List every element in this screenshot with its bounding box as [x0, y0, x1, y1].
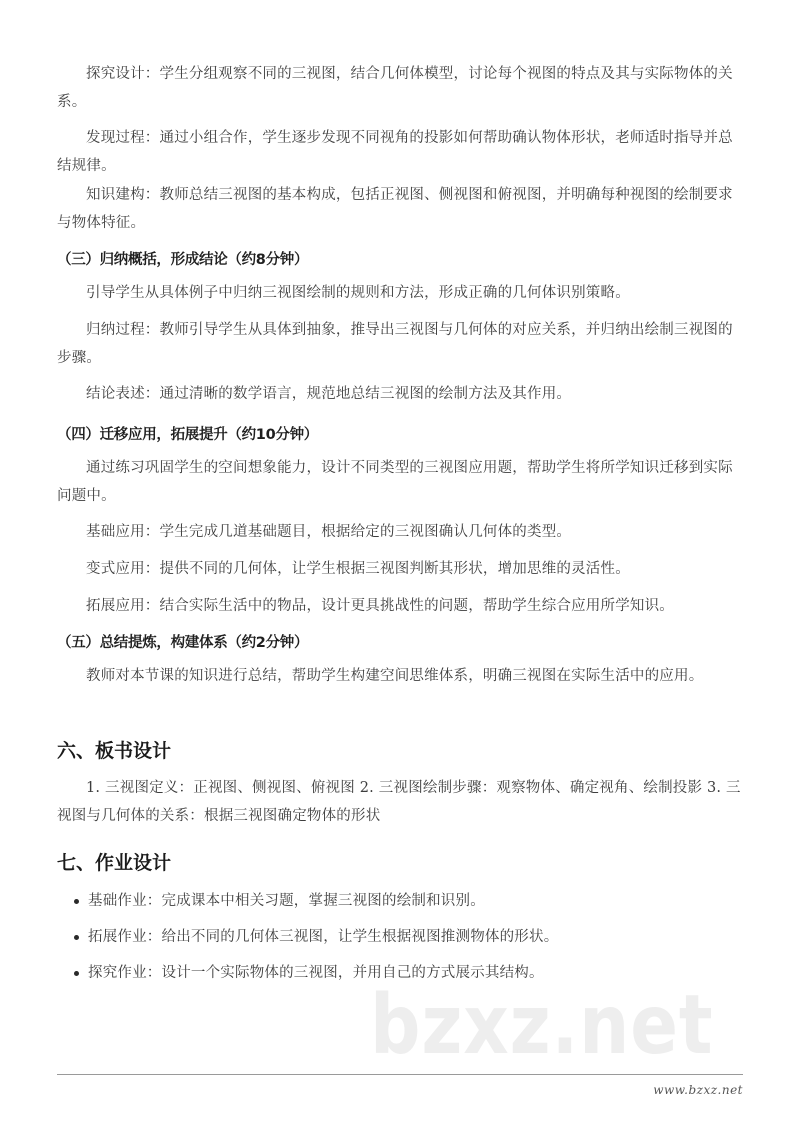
footer-url: www.bzxz.net — [653, 1083, 743, 1097]
section-3-heading: （三）归纳概括，形成结论（约8分钟） — [57, 252, 309, 268]
paragraph-extended-application: 拓展应用：结合实际生活中的物品，设计更具挑战性的问题，帮助学生综合应用所学知识。 — [86, 598, 674, 614]
board-design-content: 1. 三视图定义：正视图、侧视图、俯视图 2. 三视图绘制步骤：观察物体、确定视角、绘制投影 3. 三视图与几何体的关系：根据三视图确定物体的形状 — [57, 780, 741, 824]
paragraph-section4-intro: 通过练习巩固学生的空间想象能力，设计不同类型的三视图应用题，帮助学生将所学知识迁移到实际问题中。 — [57, 460, 733, 504]
homework-heading: 七、作业设计 — [57, 852, 172, 874]
section-5-heading: （五）总结提炼，构建体系（约2分钟） — [57, 635, 309, 651]
bullet-icon — [74, 971, 79, 976]
board-design-heading: 六、板书设计 — [57, 740, 172, 762]
paragraph-inquiry-design: 探究设计：学生分组观察不同的三视图，结合几何体模型，讨论每个视图的特点及其与实际物体的关系。 — [57, 66, 733, 110]
homework-item-label: 基础作业：完成课本中相关习题，掌握三视图的绘制和识别。 — [88, 893, 485, 909]
homework-item-label: 拓展作业：给出不同的几何体三视图，让学生根据视图推测物体的形状。 — [88, 929, 559, 945]
homework-item-basic — [74, 891, 558, 927]
paragraph-knowledge-construction: 知识建构：教师总结三视图的基本构成，包括正视图、侧视图和俯视图，并明确每种视图的绘制要求与物体特征。 — [57, 187, 733, 231]
paragraph-variant-application: 变式应用：提供不同的几何体，让学生根据三视图判断其形状，增加思维的灵活性。 — [86, 561, 630, 577]
watermark-logo: bzxz.net — [370, 978, 714, 1073]
paragraph-basic-application: 基础应用：学生完成几道基础题目，根据给定的三视图确认几何体的类型。 — [86, 524, 572, 540]
bullet-icon — [74, 899, 79, 904]
paragraph-section5-summary: 教师对本节课的知识进行总结，帮助学生构建空间思维体系，明确三视图在实际生活中的应用。 — [86, 668, 704, 684]
homework-item-label: 探究作业：设计一个实际物体的三视图，并用自己的方式展示其结构。 — [88, 965, 544, 981]
bullet-icon — [74, 935, 79, 940]
paragraph-section3-intro: 引导学生从具体例子中归纳三视图绘制的规则和方法，形成正确的几何体识别策略。 — [86, 285, 630, 301]
footer-divider — [57, 1074, 743, 1075]
paragraph-induction-process: 归纳过程：教师引导学生从具体到抽象，推导出三视图与几何体的对应关系，并归纳出绘制三视图的步骤。 — [57, 322, 733, 366]
paragraph-discovery-process: 发现过程：通过小组合作，学生逐步发现不同视角的投影如何帮助确认物体形状，老师适时指导并总结规律。 — [57, 130, 733, 174]
homework-item-extended — [74, 927, 558, 963]
paragraph-conclusion-statement: 结论表述：通过清晰的数学语言，规范地总结三视图的绘制方法及其作用。 — [86, 386, 572, 402]
section-4-heading: （四）迁移应用，拓展提升（约10分钟） — [57, 427, 318, 443]
